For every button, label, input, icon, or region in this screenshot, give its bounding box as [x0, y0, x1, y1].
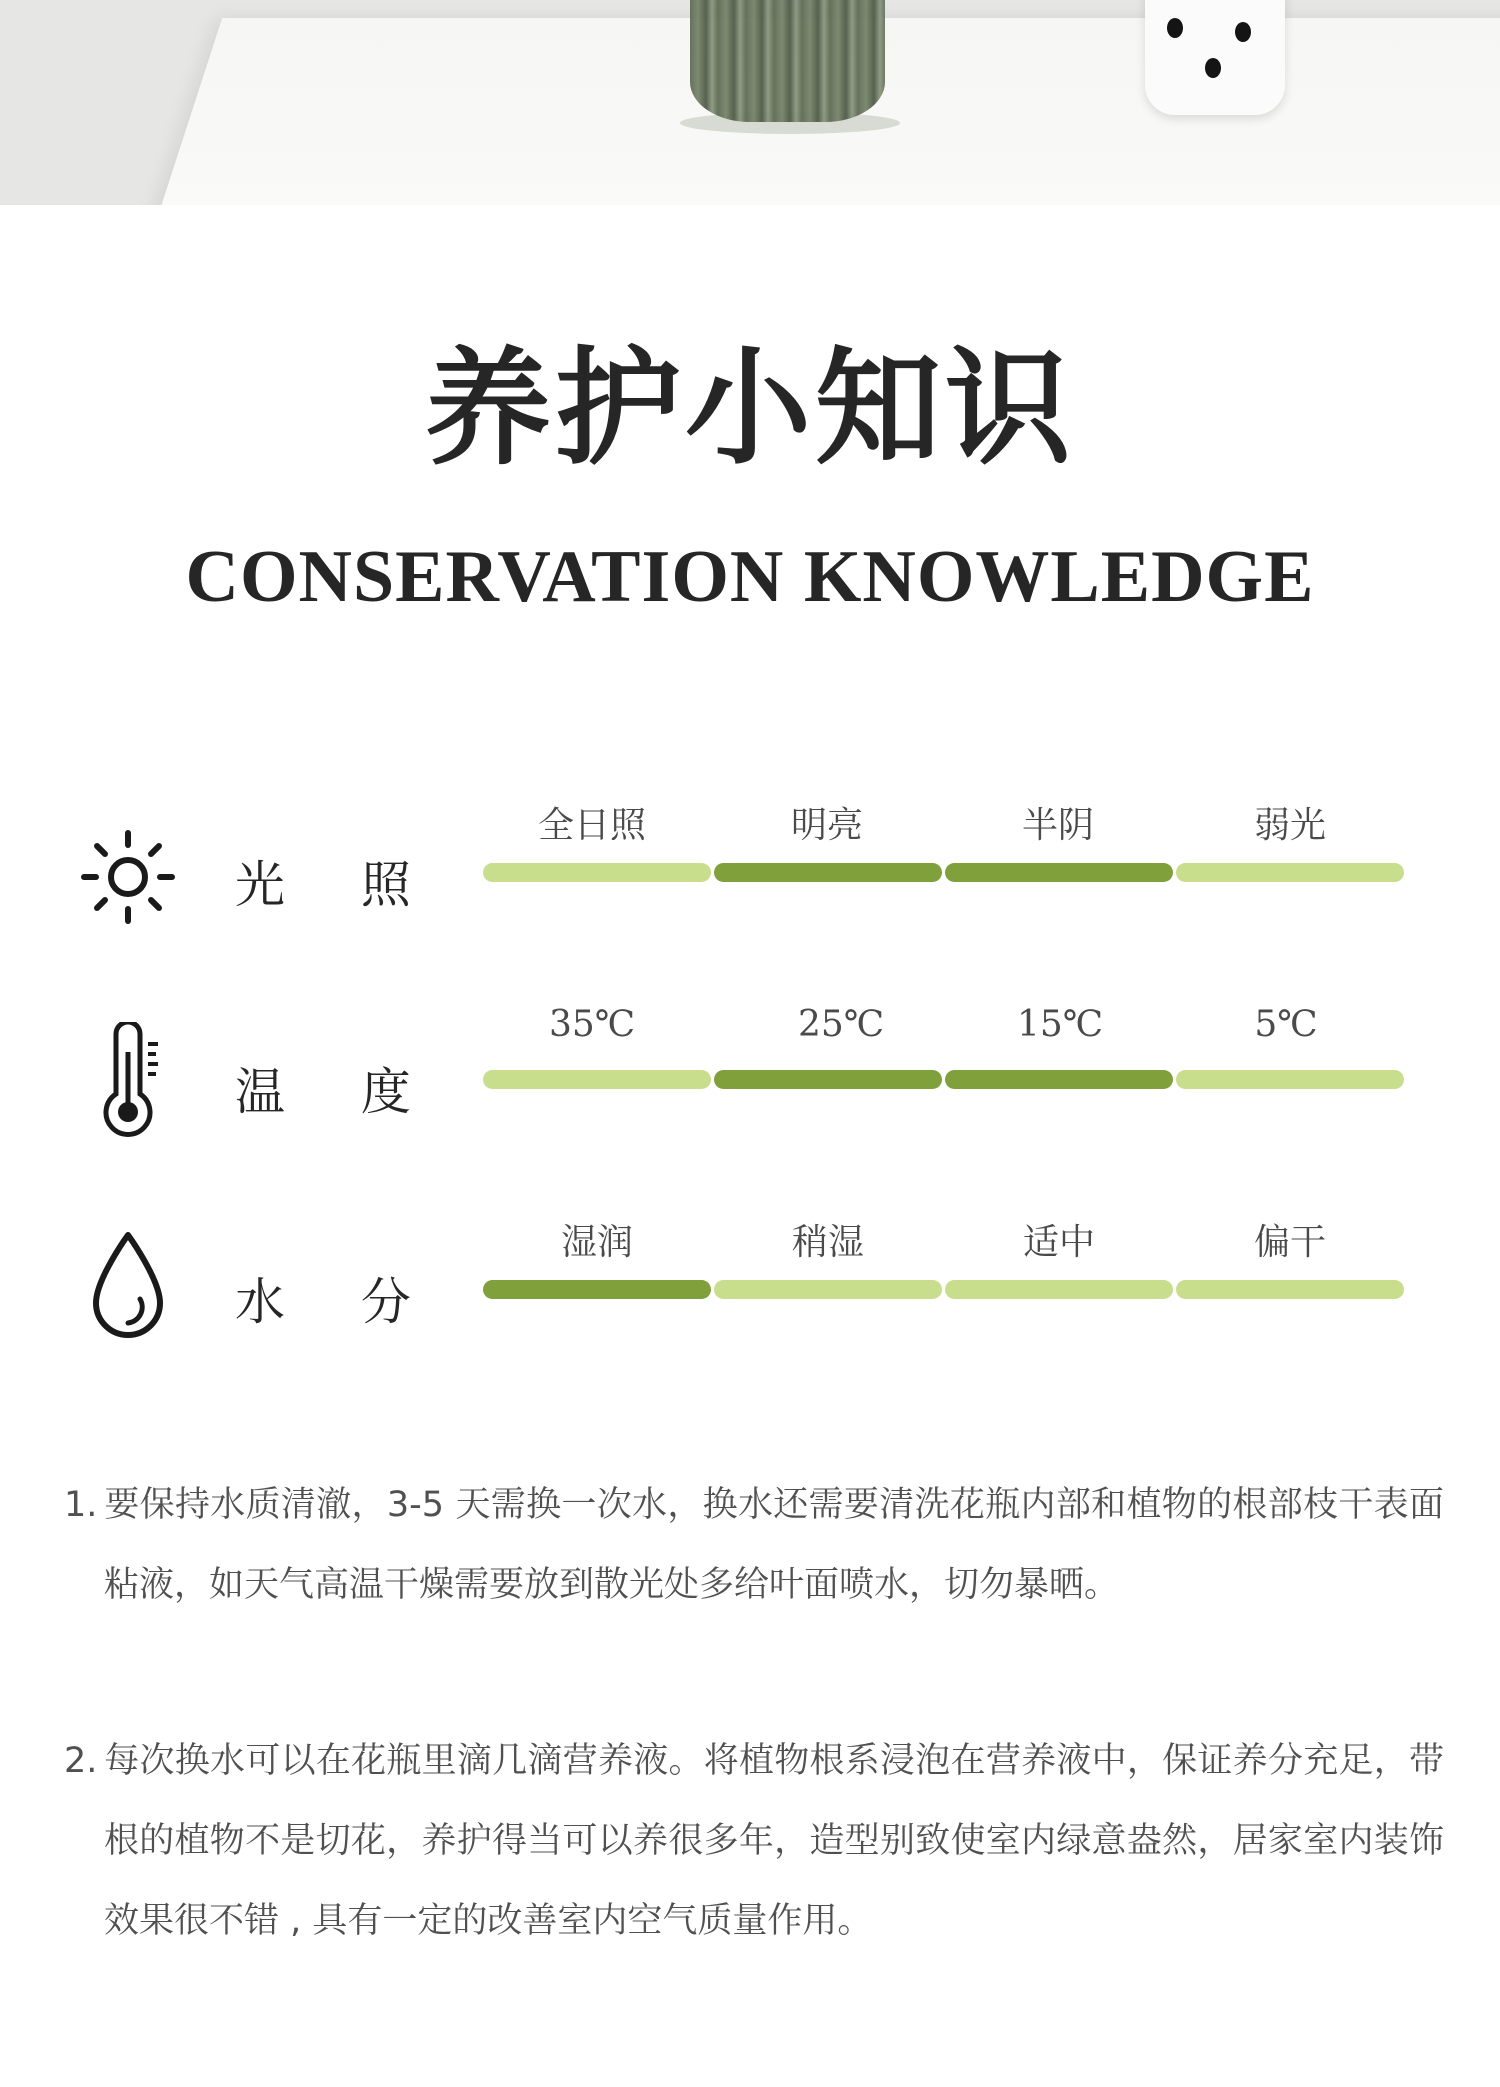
- care-notes: [64, 1465, 1444, 2057]
- jug-dot: [1205, 58, 1221, 78]
- level-bar: [1176, 863, 1404, 882]
- jug-dot: [1167, 18, 1183, 38]
- level-label: 15℃: [1016, 1004, 1104, 1045]
- care-row-light: [0, 795, 1500, 945]
- section-subtitle: CONSERVATION KNOWLEDGE: [185, 536, 1315, 618]
- level-label: 偏干: [1253, 1222, 1326, 1263]
- note-number: 2.: [64, 1741, 98, 1781]
- sun-icon: [78, 817, 178, 937]
- level-label: 半阴: [1021, 805, 1094, 846]
- level-bar: [483, 863, 711, 882]
- level-label: 稍湿: [791, 1222, 864, 1263]
- white-jug: [1145, 0, 1285, 115]
- level-bar: [714, 1280, 942, 1299]
- care-row-temperature: [0, 1002, 1500, 1152]
- care-label: 水 分: [235, 1273, 441, 1331]
- level-label: 弱光: [1253, 805, 1326, 846]
- level-label: 湿润: [560, 1222, 633, 1263]
- note-number: 1.: [64, 1485, 98, 1525]
- level-label: 适中: [1022, 1222, 1095, 1263]
- section-title: 养护小知识: [425, 334, 1075, 482]
- jug-dot: [1235, 22, 1251, 42]
- level-label: 全日照: [537, 805, 646, 846]
- level-bar: [483, 1280, 711, 1299]
- water-drop-icon: [78, 1227, 178, 1347]
- care-row-water: [0, 1212, 1500, 1362]
- note-item: [64, 1721, 1444, 1961]
- level-bar: [945, 1280, 1173, 1299]
- glass-vase: [690, 0, 885, 122]
- level-label: 5℃: [1254, 1004, 1318, 1045]
- level-bar: [483, 1070, 711, 1089]
- level-bar: [945, 1070, 1173, 1089]
- level-label: 25℃: [797, 1004, 885, 1045]
- level-label: 明亮: [790, 805, 863, 846]
- level-bar: [945, 863, 1173, 882]
- care-label: 温 度: [235, 1063, 441, 1121]
- note-item: [64, 1465, 1444, 1625]
- level-bar: [1176, 1280, 1404, 1299]
- note-text: 要保持水质清澈，3-5 天需换一次水，换水还需要清洗花瓶内部和植物的根部枝干表面粘液，如天气高温干燥需要放到散光处多给叶面喷水，切勿暴晒。: [104, 1485, 1444, 1605]
- thermometer-icon: [78, 1022, 178, 1142]
- level-bar: [1176, 1070, 1404, 1089]
- note-text: 每次换水可以在花瓶里滴几滴营养液。将植物根系浸泡在营养液中，保证养分充足，带根的植物不是切花，养护得当可以养很多年，造型别致使室内绿意盎然，居家室内装饰效果很不错 , 具有一定的改善室内空气质量作用。: [104, 1741, 1444, 1941]
- level-bar: [714, 1070, 942, 1089]
- care-label: 光 照: [235, 856, 441, 914]
- level-bar: [714, 863, 942, 882]
- level-label: 35℃: [548, 1004, 636, 1045]
- product-photo: [0, 0, 1500, 205]
